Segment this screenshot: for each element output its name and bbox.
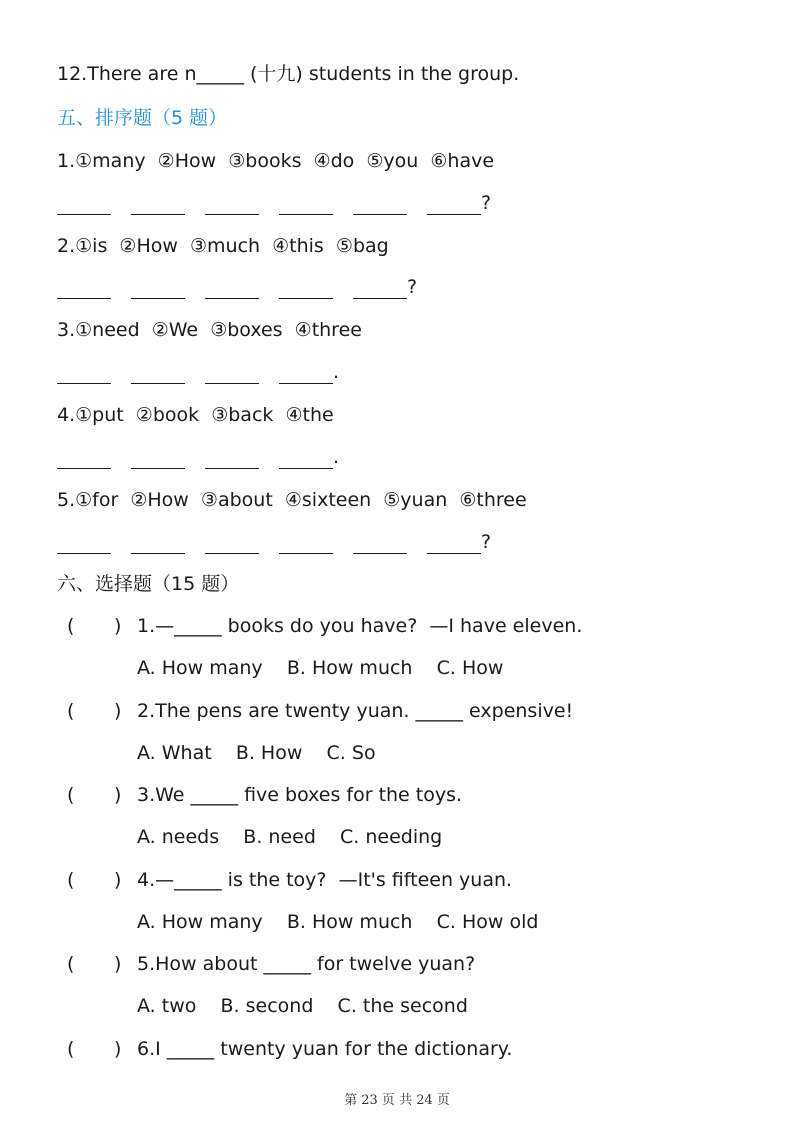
answer-blank[interactable] (353, 531, 407, 554)
answer-blank[interactable] (279, 192, 333, 215)
ordering-item-4: 4.①put ②book ③back ④the (57, 404, 334, 426)
question-text: 4.—_____ is the toy? —It's fifteen yuan. (137, 869, 513, 891)
answer-blank[interactable] (57, 531, 111, 554)
fill-in-item-12: 12.There are n_____ (十九) students in the group. (57, 63, 520, 85)
question-text: 2.The pens are twenty yuan. _____ expensive! (137, 700, 574, 722)
end-punctuation: . (333, 361, 340, 383)
answer-blank[interactable] (205, 276, 259, 299)
section-5-heading: 五、排序题（5 题） (57, 107, 228, 129)
answer-paren-close: ) (114, 953, 122, 975)
answer-paren-open: ( (67, 869, 75, 891)
ordering-item-1: 1.①many ②How ③books ④do ⑤you ⑥have (57, 150, 495, 172)
section-6-heading: 六、选择题（15 题） (57, 573, 240, 595)
answer-paren-open: ( (67, 953, 75, 975)
ordering-item-2: 2.①is ②How ③much ④this ⑤bag (57, 235, 389, 257)
question-options: A. How many B. How much C. How (137, 657, 504, 679)
answer-paren-close: ) (114, 700, 122, 722)
answer-blank[interactable] (131, 531, 185, 554)
end-punctuation: ? (407, 276, 418, 298)
answer-blank[interactable] (205, 531, 259, 554)
answer-blank[interactable] (205, 446, 259, 469)
question-text: 6.I _____ twenty yuan for the dictionary. (137, 1038, 513, 1060)
answer-blank[interactable] (279, 446, 333, 469)
end-punctuation: ? (481, 192, 492, 214)
answer-blank[interactable] (131, 361, 185, 384)
question-options: A. two B. second C. the second (137, 995, 468, 1017)
question-options: A. needs B. need C. needing (137, 826, 443, 848)
answer-blank[interactable] (279, 531, 333, 554)
answer-blank[interactable] (131, 446, 185, 469)
answer-paren-close: ) (114, 1038, 122, 1060)
answer-blank[interactable] (131, 192, 185, 215)
answer-blank[interactable] (279, 276, 333, 299)
answer-blank[interactable] (57, 446, 111, 469)
answer-blank[interactable] (131, 276, 185, 299)
answer-blank[interactable] (57, 276, 111, 299)
end-punctuation: . (333, 446, 340, 468)
answer-blank[interactable] (205, 192, 259, 215)
answer-paren-close: ) (114, 784, 122, 806)
page-footer: 第 23 页 共 24 页 (344, 1093, 450, 1108)
answer-blank[interactable] (427, 531, 481, 554)
question-options: A. What B. How C. So (137, 742, 376, 764)
answer-paren-open: ( (67, 784, 75, 806)
answer-paren-open: ( (67, 615, 75, 637)
question-text: 3.We _____ five boxes for the toys. (137, 784, 463, 806)
answer-blank[interactable] (57, 192, 111, 215)
question-options: A. How many B. How much C. How old (137, 911, 539, 933)
answer-blank[interactable] (353, 276, 407, 299)
answer-paren-close: ) (114, 615, 122, 637)
answer-blank[interactable] (205, 361, 259, 384)
answer-blank[interactable] (57, 361, 111, 384)
answer-blank[interactable] (427, 192, 481, 215)
answer-paren-open: ( (67, 1038, 75, 1060)
answer-blank[interactable] (353, 192, 407, 215)
question-text: 5.How about _____ for twelve yuan? (137, 953, 476, 975)
question-text: 1.—_____ books do you have? —I have eleven. (137, 615, 583, 637)
ordering-item-5: 5.①for ②How ③about ④sixteen ⑤yuan ⑥three (57, 489, 527, 511)
answer-paren-close: ) (114, 869, 122, 891)
end-punctuation: ? (481, 531, 492, 553)
ordering-item-3: 3.①need ②We ③boxes ④three (57, 319, 362, 341)
answer-paren-open: ( (67, 700, 75, 722)
answer-blank[interactable] (279, 361, 333, 384)
